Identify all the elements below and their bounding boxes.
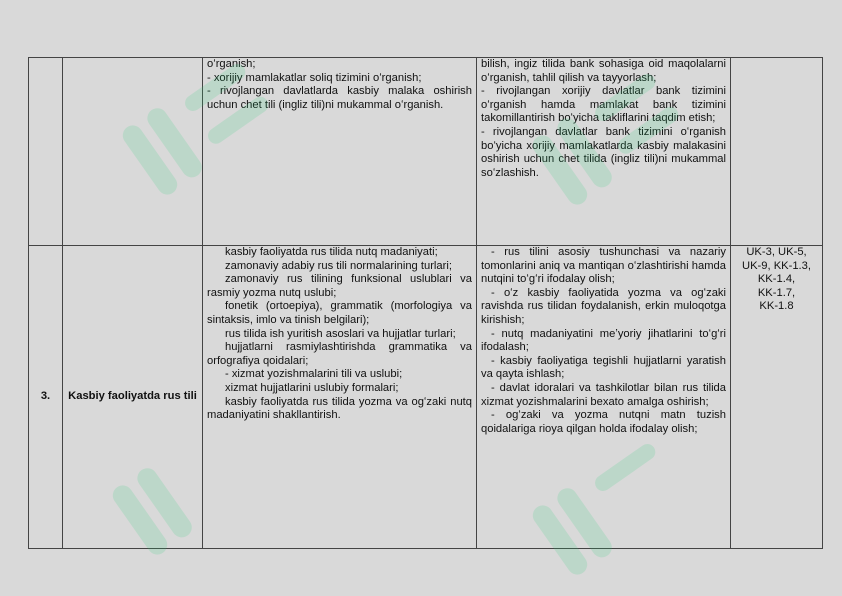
competency-code: KK-1.8 xyxy=(759,300,794,313)
skills-cell xyxy=(477,246,731,549)
skill-item: - davlat idoralari va tashkilotlar bilan rus tilida xizmat yozishmalarini bexato amalga oshirish; xyxy=(481,381,726,408)
subject-name: Kasbiy faoliyatda rus tili xyxy=(63,246,203,549)
skill-item: - kasbiy faoliyatiga tegishli hujjatlarni yaratish va qayta ishlash; xyxy=(481,354,726,381)
knowledge-item: kasbiy faoliyatda rus tilida yozma va ogʻzaki nutq madaniyatini shakllantirish. xyxy=(207,395,472,422)
competencies-cell xyxy=(731,58,823,246)
table-row xyxy=(29,246,823,549)
competency-code: KK-1.7, xyxy=(757,286,796,299)
row-number: 3. xyxy=(29,246,63,549)
knowledge-item: oʻrganish; xyxy=(207,58,256,70)
skill-item: - rivojlangan xorijiy davlatlar bank tizimini oʻrganish hamda mamlakat bank tizimini takomillantirish boʻyicha takliflarini taqdim etish; xyxy=(481,85,726,125)
knowledge-item: zamonaviy rus tilining funksional uslublari va rasmiy yozma nutq uslubi; xyxy=(207,273,472,299)
curriculum-table xyxy=(28,57,823,549)
knowledge-item: - rivojlangan davlatlarda kasbiy malaka oshirish uchun chet tili (ingliz tili)ni mukammal oʻrganish. xyxy=(207,85,472,111)
skill-item: bilish, ingiz tilida bank sohasiga oid maqolalarni oʻrganish, tahlil qilish va tayyorlash; xyxy=(481,58,726,84)
skills-cell xyxy=(477,58,731,246)
skill-item: - rivojlangan davlatlar bank tizimini oʻrganish boʻyicha xorijiy mamlakatlarda kasbiy malakasini oshirish uchun chet tilida (ingliz tili)ni mukammal soʻzlashish. xyxy=(481,125,726,179)
skill-item: - ogʻzaki va yozma nutqni matn tuzish qoidalariga rioya qilgan holda ifodalay olish; xyxy=(481,409,726,435)
knowledge-item: rus tilida ish yuritish asoslari va hujjatlar turlari; xyxy=(225,327,456,340)
knowledge-cell xyxy=(203,246,477,549)
competency-code: KK-1.4, xyxy=(757,273,796,286)
competency-code: UK-9, KK-1.3, xyxy=(741,259,811,272)
skill-item: - nutq madaniyatini meʼyoriy jihatlarini toʻgʻri ifodalash; xyxy=(481,327,726,354)
competency-code: UK-3, UK-5, xyxy=(746,246,807,258)
knowledge-item: xizmat hujjatlarini uslubiy formalari; xyxy=(225,381,399,394)
subject-name xyxy=(63,58,203,246)
competencies-cell xyxy=(731,246,823,549)
knowledge-item: zamonaviy adabiy rus tili normalarining turlari; xyxy=(225,259,452,272)
knowledge-cell xyxy=(203,58,477,246)
table-row xyxy=(29,58,823,246)
knowledge-item: fonetik (ortoepiya), grammatik (morfologiya va sintaksis, imlo va tinish belgilari); xyxy=(207,300,472,326)
knowledge-item: kasbiy faoliyatda rus tilida nutq madaniyati; xyxy=(225,246,438,258)
knowledge-item: - xorijiy mamlakatlar soliq tizimini oʻrganish; xyxy=(207,71,422,84)
knowledge-item: - xizmat yozishmalarini tili va uslubi; xyxy=(225,368,403,381)
skill-item: - rus tilini asosiy tushunchasi va nazariy tomonlarini aniq va mantiqan oʻzlashtirishi hamda nutqini toʻgʻri ifodalay olish; xyxy=(481,246,726,286)
skill-item: - oʻz kasbiy faoliyatida yozma va ogʻzaki ravishda rus tilidan foydalanish, erkin muloqotga kirishish; xyxy=(481,286,726,326)
row-number xyxy=(29,58,63,246)
knowledge-item: hujjatlarni rasmiylashtirishda grammatika va orfografiya qoidalari; xyxy=(207,341,472,367)
